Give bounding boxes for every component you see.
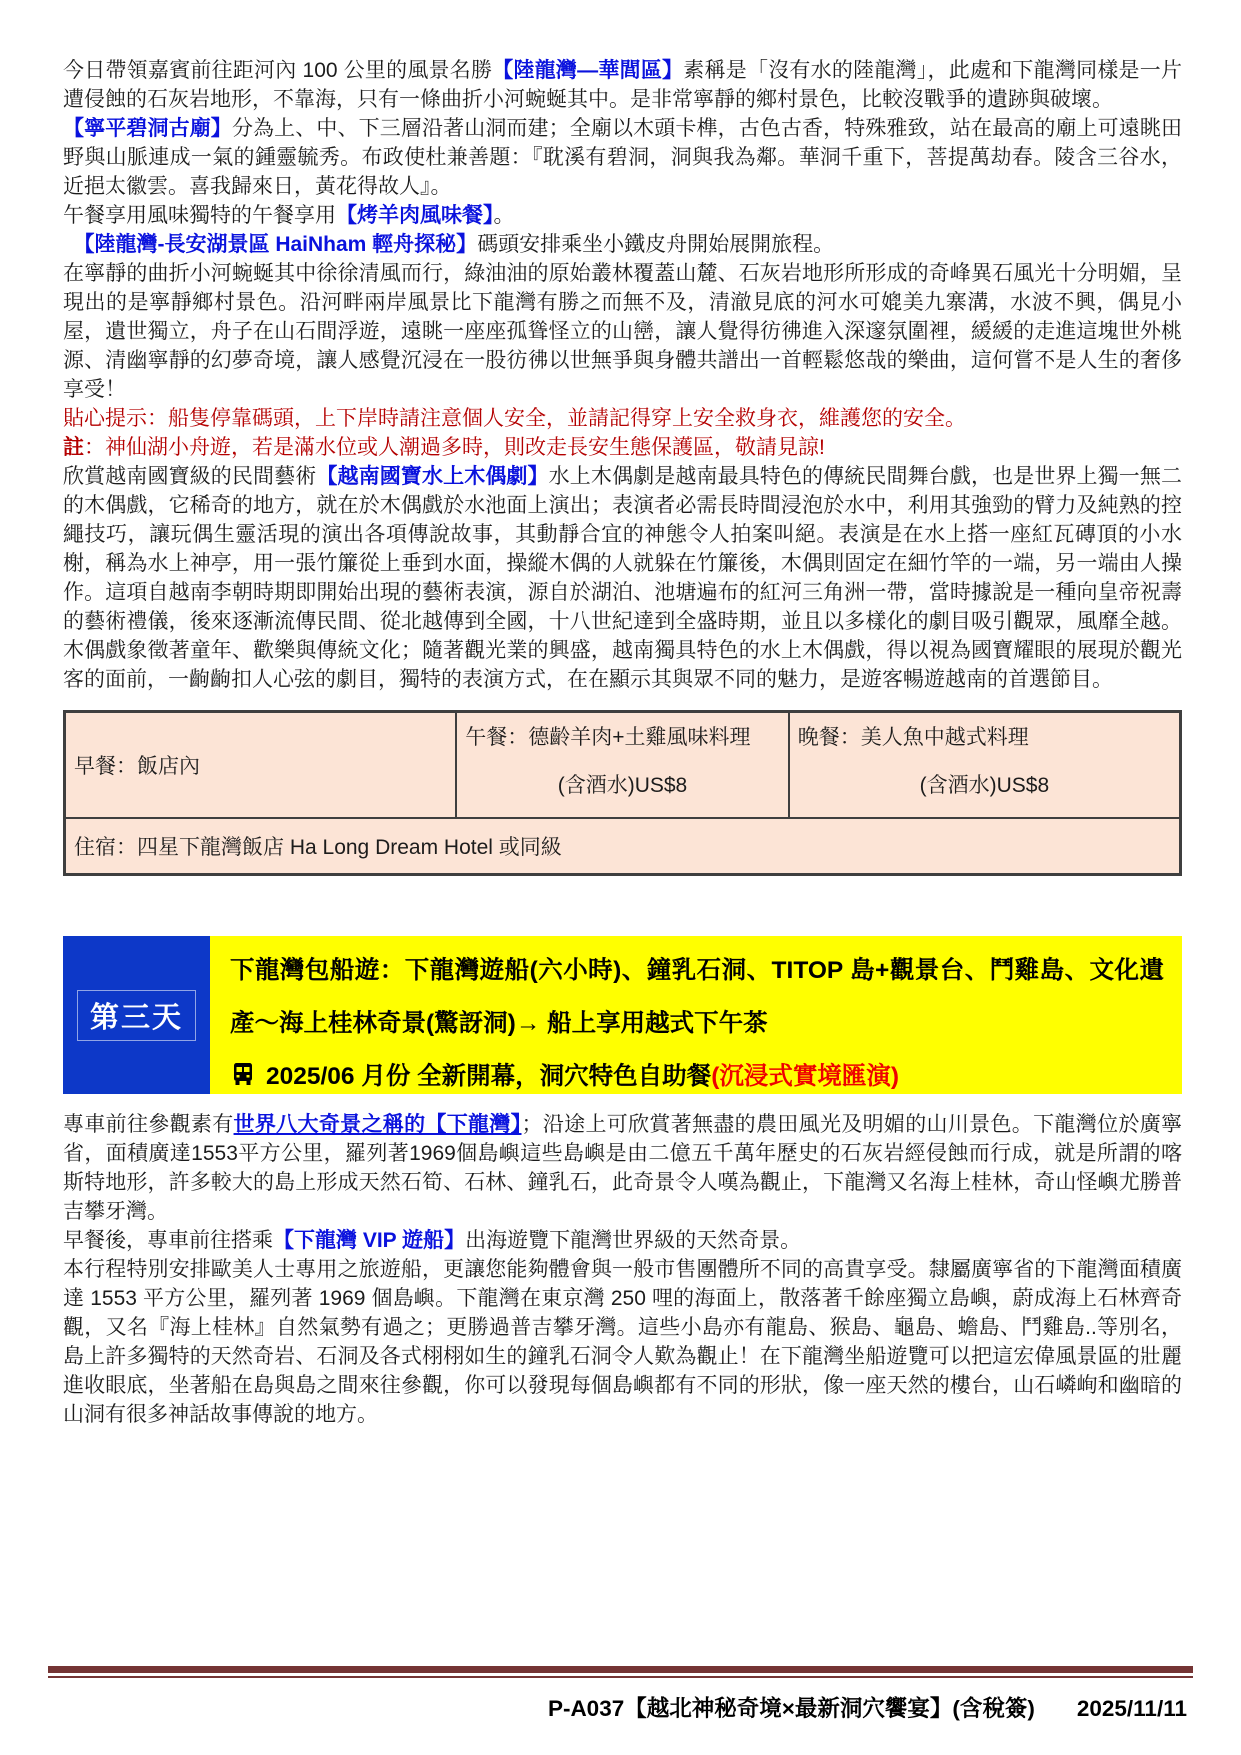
dinner-price: (含酒水)US$8 — [919, 774, 1050, 797]
highlight-run: 【陸龍灣-長安湖景區 HaiNham 輕舟探秘】 — [84, 233, 478, 256]
paragraph — [63, 1226, 1182, 1255]
text-run: 本行程特別安排歐美人士專用之旅遊船，更讓您能夠體會與一般市售團體所不同的高貴享受。隸屬廣寧省的下龍灣面積廣達 1553 平方公里，羅列著 1969 個島嶼。下龍灣在東京灣 250 哩的海面上，散落著千餘座獨立島嶼，蔚成海上石林齊奇觀，又名『海上桂林』自然氣勢有過之；更勝過普吉攀牙灣。這些小島亦有龍島、猴島、龜島、蟾島、鬥雞島..等別名，島上許多獨特的天然奇岩、石洞及各式栩栩如生的鐘乳石洞令人歎為觀止！在下龍灣坐船遊覽可以把這宏偉風景區的壯麗進收眼底，坐著船在島與島之間來往參觀，你可以發現每個島嶼都有不同的形狀，像一座天然的樓台，山石嶙峋和幽暗的山洞有很多神話故事傳說的地方。 — [63, 1258, 1182, 1426]
paragraph — [63, 114, 1182, 201]
table-row — [65, 818, 1181, 875]
text-run: 欣賞越南國寶級的民間藝術 — [63, 465, 317, 488]
highlight-run: 【下龍灣 VIP 遊船】 — [273, 1229, 466, 1252]
dinner-text: 晚餐：美人魚中越式料理 — [797, 726, 1029, 749]
hotel-text: 住宿：四星下龍灣飯店 Ha Long Dream Hotel 或同級 — [74, 836, 562, 859]
day3-title: 下龍灣包船遊：下龍灣遊船(六小時)、鐘乳石洞、TITOP 島+觀景台、鬥雞島、文化遺產～海上桂林奇景(驚訝洞)→ 船上享用越式下午茶 — [230, 957, 1164, 1037]
text-run: 水上木偶劇是越南最具特色的傳統民間舞台戲，也是世界上獨一無二的木偶戲，它稀奇的地方，就在於木偶戲於水池面上演出；表演者必需長時間浸泡於水中，利用其強勁的臂力及純熟的控繩技巧，讓玩偶生靈活現的演出各項傳說故事，其動靜合宜的神態令人拍案叫絕。表演是在水上搭一座紅瓦磚頂的小水榭，稱為水上神亭，用一張竹簾從上垂到水面，操縱木偶的人就躲在竹簾後，木偶則固定在細竹竿的一端，另一端由人操作。這項自越南李朝時期即開始出現的藝術表演，源自於湖泊、池塘遍布的紅河三角洲一帶，當時據說是一種向皇帝祝壽的藝術禮儀，後來逐漸流傳民間、從北越傳到全國，十八世紀達到全盛時期，並且以多樣化的劇目吸引觀眾，風靡全越。木偶戲象徵著童年、歡樂與傳統文化；隨著觀光業的興盛，越南獨具特色的水上木偶戲，得以視為國寶耀眼的展現於觀光客的面前，一齣齣扣人心弦的劇目，獨特的表演方式，在在顯示其與眾不同的魅力，是遊客暢遊越南的首選節目。 — [63, 465, 1183, 691]
day3-label-cell — [63, 936, 210, 1094]
top-paragraphs — [63, 56, 1182, 694]
bottom-paragraphs — [63, 1110, 1182, 1429]
dinner-cell — [789, 712, 1181, 819]
highlight-run: 【烤羊肉風味餐】 — [336, 204, 494, 227]
paragraph — [63, 201, 1182, 230]
highlight-run: 註 — [63, 436, 84, 459]
highlight-run: 世界八大奇景之稱的【下龍灣】 — [233, 1113, 522, 1136]
lunch-text: 午餐：德齡羊肉+土雞風味料理 — [465, 726, 751, 749]
text-run — [63, 233, 84, 256]
paragraph — [63, 259, 1182, 404]
text-run: 素稱是「沒有水的陸龍灣」，此處和下龍灣同樣是一片遭侵蝕的石灰岩地形，不靠海，只有一條曲折小河蜿蜒其中。是非常寧靜的鄉村景色，比較沒戰爭的遺跡與破壞。 — [63, 59, 1183, 111]
highlight-run: ：神仙湖小舟遊，若是滿水位或人潮過多時，則改走長安生態保護區，敬請見諒! — [84, 436, 825, 459]
paragraph — [63, 1255, 1182, 1429]
lunch-price: (含酒水)US$8 — [557, 774, 688, 797]
lunch-cell — [456, 712, 789, 819]
footer-text — [48, 1691, 1193, 1723]
footer-rule-thin — [48, 1676, 1193, 1678]
text-run: 。 — [493, 204, 515, 227]
text-run: 早餐後，專車前往搭乘 — [63, 1229, 273, 1252]
paragraph — [63, 404, 1182, 433]
highlight-run: 貼心提示：船隻停靠碼頭，上下岸時請注意個人安全，並請記得穿上安全救身衣，維護您的安全。 — [63, 407, 966, 430]
footer-date: 2025/11/11 — [1076, 1696, 1187, 1721]
day3-label: 第三天 — [77, 990, 196, 1041]
paragraph — [63, 462, 1182, 694]
meal-table — [63, 710, 1182, 876]
paragraph — [63, 56, 1182, 114]
paragraph — [63, 230, 1182, 259]
paragraph — [63, 1110, 1182, 1226]
text-run: 分為上、中、下三層沿著山洞而建；全廟以木頭卡榫，古色古香，特殊雅致，站在最高的廟上可遠眺田野與山脈連成一氣的鍾靈毓秀。布政使杜兼善題：『耽溪有碧洞，洞與我為鄰。華洞千重下，菩提萬劫春。陵含三谷水，近挹太徽雲。喜我歸來日，黃花得故人』。 — [63, 117, 1183, 198]
paragraph — [63, 433, 1182, 462]
footer-rule-thick — [48, 1666, 1193, 1673]
day3-line3-red: (沉浸式實境匯演) — [711, 1063, 900, 1090]
breakfast-text: 早餐：飯店內 — [74, 755, 200, 778]
day3-line3 — [230, 1050, 1164, 1103]
breakfast-cell — [65, 712, 457, 819]
text-run: 出海遊覽下龍灣世界級的天然奇景。 — [465, 1229, 802, 1252]
table-row — [65, 712, 1181, 819]
text-run: ；沿途上可欣賞著無盡的農田風光及明媚的山川景色。下龍灣位於廣寧省，面積廣達1553平方公里，羅列著1969個島嶼這些島嶼是由二億五千萬年歷史的石灰岩經侵蝕而行成，就是所謂的喀斯特地形，許多較大的島上形成天然石筍、石林、鐘乳石，此奇景令人嘆為觀止，下龍灣又名海上桂林，奇山怪嶼尤勝普吉攀牙灣。 — [63, 1113, 1183, 1223]
highlight-run: 【寧平碧洞古廟】 — [63, 117, 232, 140]
highlight-run: 【越南國寶水上木偶劇】 — [316, 465, 549, 488]
bus-icon — [230, 1061, 256, 1087]
hotel-cell — [65, 818, 1181, 875]
text-run: 碼頭安排乘坐小鐵皮舟開始展開旅程。 — [477, 233, 835, 256]
day3-line3-black: 2025/06 月份 全新開幕，洞穴特色自助餐 — [266, 1063, 712, 1090]
day3-title-cell — [210, 936, 1182, 1094]
text-run: 午餐享用風味獨特的午餐享用 — [63, 204, 336, 227]
text-run: 今日帶領嘉賓前往距河內 100 公里的風景名勝 — [63, 59, 493, 82]
text-run: 在寧靜的曲折小河蜿蜒其中徐徐清風而行，綠油油的原始叢林覆蓋山麓、石灰岩地形所形成的奇峰異石風光十分明媚，呈現出的是寧靜鄉村景色。沿河畔兩岸風景比下龍灣有勝之而無不及，清澈見底的河水可媲美九寨溝，水波不興，偶見小屋，遺世獨立，舟子在山石間浮遊，遠眺一座座孤聳怪立的山巒，讓人覺得彷彿進入深邃氛圍裡，緩緩的走進這塊世外桃源、清幽寧靜的幻夢奇境，讓人感覺沉浸在一股彷彿以世無爭與身體共譜出一首輕鬆悠哉的樂曲，這何嘗不是人生的奢侈享受！ — [63, 262, 1182, 401]
page-footer — [48, 1666, 1193, 1723]
highlight-run: 【陸龍灣—華閭區】 — [492, 59, 684, 82]
day3-header — [63, 936, 1182, 1094]
text-run: 專車前往參觀素有 — [63, 1113, 234, 1136]
footer-title: P-A037【越北神秘奇境×最新洞穴饗宴】(含稅簽) — [547, 1696, 1035, 1721]
